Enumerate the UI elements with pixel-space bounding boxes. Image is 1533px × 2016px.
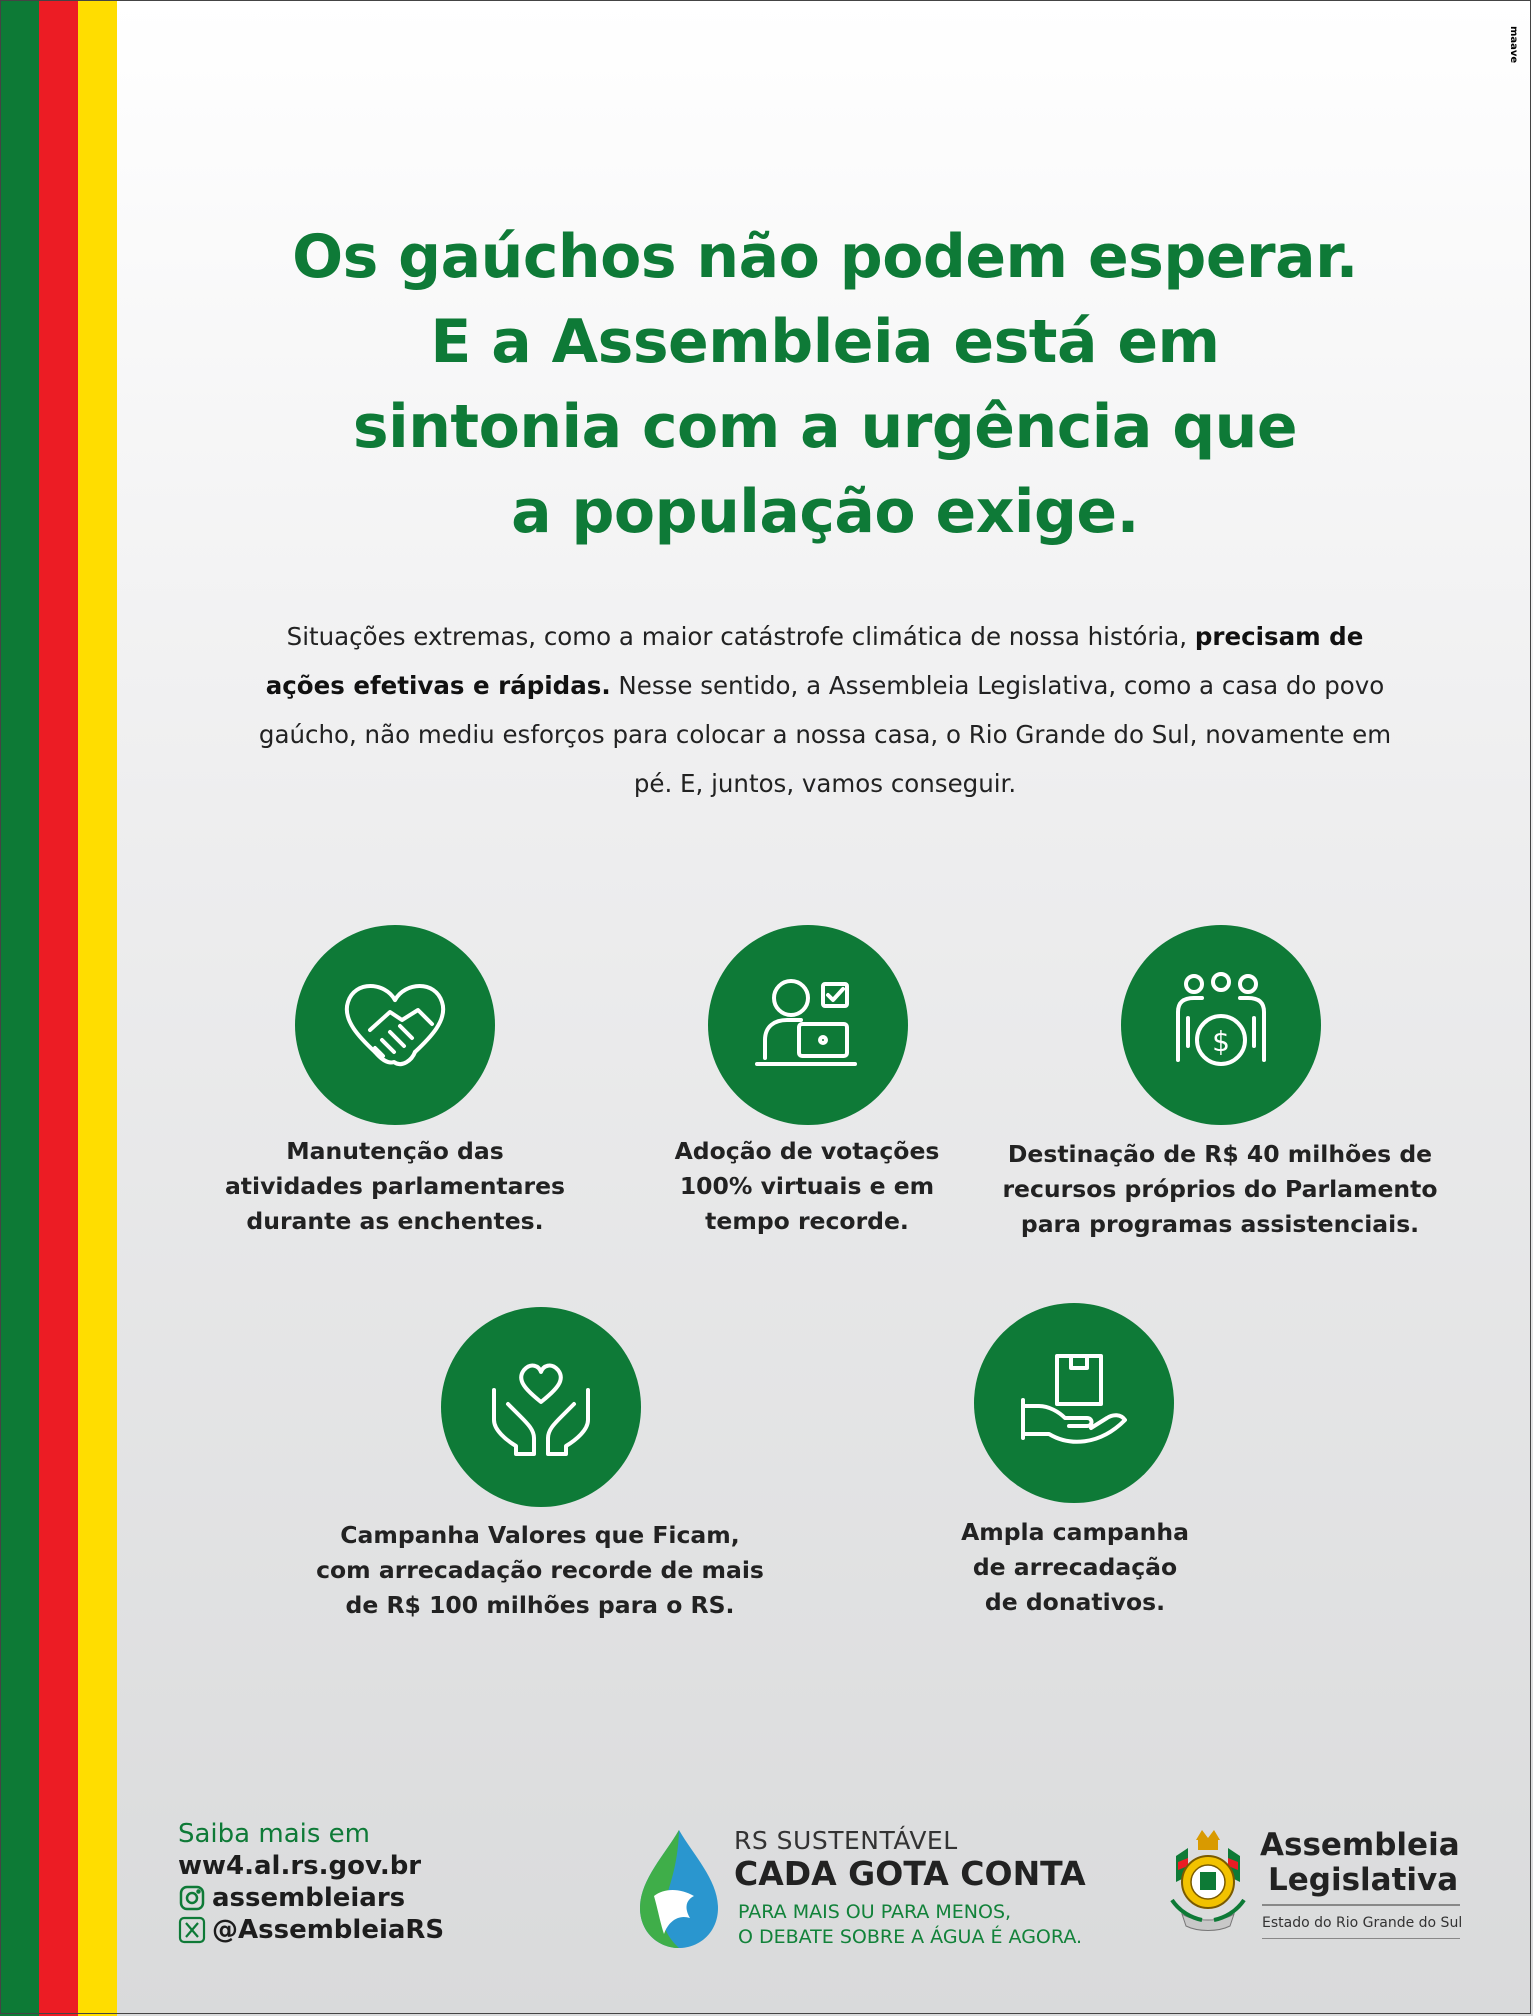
campaign-logo xyxy=(634,1822,1114,1952)
state-coat-of-arms-icon xyxy=(1158,1826,1258,1944)
headline xyxy=(200,215,1450,555)
hand-box-icon xyxy=(1009,1338,1139,1468)
campaign-tagline: PARA MAIS OU PARA MENOS, O DEBATE SOBRE A ÁGUA É AGORA. xyxy=(738,1901,1083,1948)
action-caption: Adoção de votações 100% virtuais e em tempo recorde. xyxy=(674,1137,940,1235)
campaign-line2: CADA GOTA CONTA xyxy=(734,1854,1086,1893)
action-icon-circle xyxy=(441,1307,641,1507)
flag-stripe-red xyxy=(39,0,78,2016)
svg-text:$: $ xyxy=(1212,1025,1230,1058)
contact-block xyxy=(178,1818,444,1946)
assembly-subtitle: Estado do Rio Grande do Sul xyxy=(1262,1915,1463,1931)
intro-paragraph xyxy=(250,612,1400,808)
headline-line: sintonia com a urgência que xyxy=(352,392,1298,462)
flag-stripe-green xyxy=(0,0,39,2016)
action-icon-circle xyxy=(295,925,495,1125)
person-laptop-check-icon xyxy=(743,960,873,1090)
instagram-icon xyxy=(178,1884,206,1912)
action-icon-circle xyxy=(708,925,908,1125)
instagram-link[interactable] xyxy=(178,1882,444,1914)
intro-emphasis: precisam de ações efetivas e rápidas. xyxy=(265,622,1364,700)
campaign-line1: RS SUSTENTÁVEL xyxy=(734,1826,958,1855)
divider xyxy=(1262,1938,1460,1939)
people-money-icon xyxy=(1156,960,1286,1090)
action-icon-circle xyxy=(1121,925,1321,1125)
headline-line: Os gaúchos não podem esperar. xyxy=(292,222,1358,292)
website-link[interactable]: ww4.al.rs.gov.br xyxy=(178,1851,422,1881)
action-icon-circle xyxy=(974,1303,1174,1503)
assembly-logo xyxy=(1158,1820,1468,1950)
headline-line: a população exige. xyxy=(511,477,1139,547)
intro-text: Nesse sentido, a Assembleia Legislativa, como a casa do povo gaúcho, não mediu esforços para colocar a nossa casa, o Rio Grande do Sul, novamente em pé. E, juntos, vamos conseguir. xyxy=(258,671,1392,798)
assembly-name-line1: Assembleia xyxy=(1260,1827,1460,1863)
action-caption: Ampla campanha de arrecadação de donativos. xyxy=(961,1518,1189,1616)
contact-lead: Saiba mais em xyxy=(178,1819,370,1849)
instagram-handle: assembleiars xyxy=(212,1883,406,1913)
x-link[interactable] xyxy=(178,1914,444,1946)
assembly-name-line2: Legislativa xyxy=(1268,1862,1459,1898)
action-caption: Manutenção das atividades parlamentares durante as enchentes. xyxy=(224,1137,566,1235)
divider xyxy=(1262,1904,1460,1906)
x-handle: @AssembleiaRS xyxy=(212,1915,445,1945)
x-icon xyxy=(178,1916,206,1944)
headline-line: E a Assembleia está em xyxy=(430,307,1220,377)
action-caption: Campanha Valores que Ficam, com arrecadação recorde de mais de R$ 100 milhões para o RS. xyxy=(316,1521,764,1619)
hands-heart-icon xyxy=(476,1342,606,1472)
agency-credit: maave xyxy=(1508,26,1519,64)
handshake-heart-icon xyxy=(330,960,460,1090)
water-drop-icon xyxy=(634,1826,724,1950)
action-caption: Destinação de R$ 40 milhões de recursos próprios do Parlamento para programas assistenciais. xyxy=(1002,1140,1438,1238)
intro-text: Situações extremas, como a maior catástrofe climática de nossa história, xyxy=(286,622,1195,651)
flag-stripe-yellow xyxy=(78,0,117,2016)
